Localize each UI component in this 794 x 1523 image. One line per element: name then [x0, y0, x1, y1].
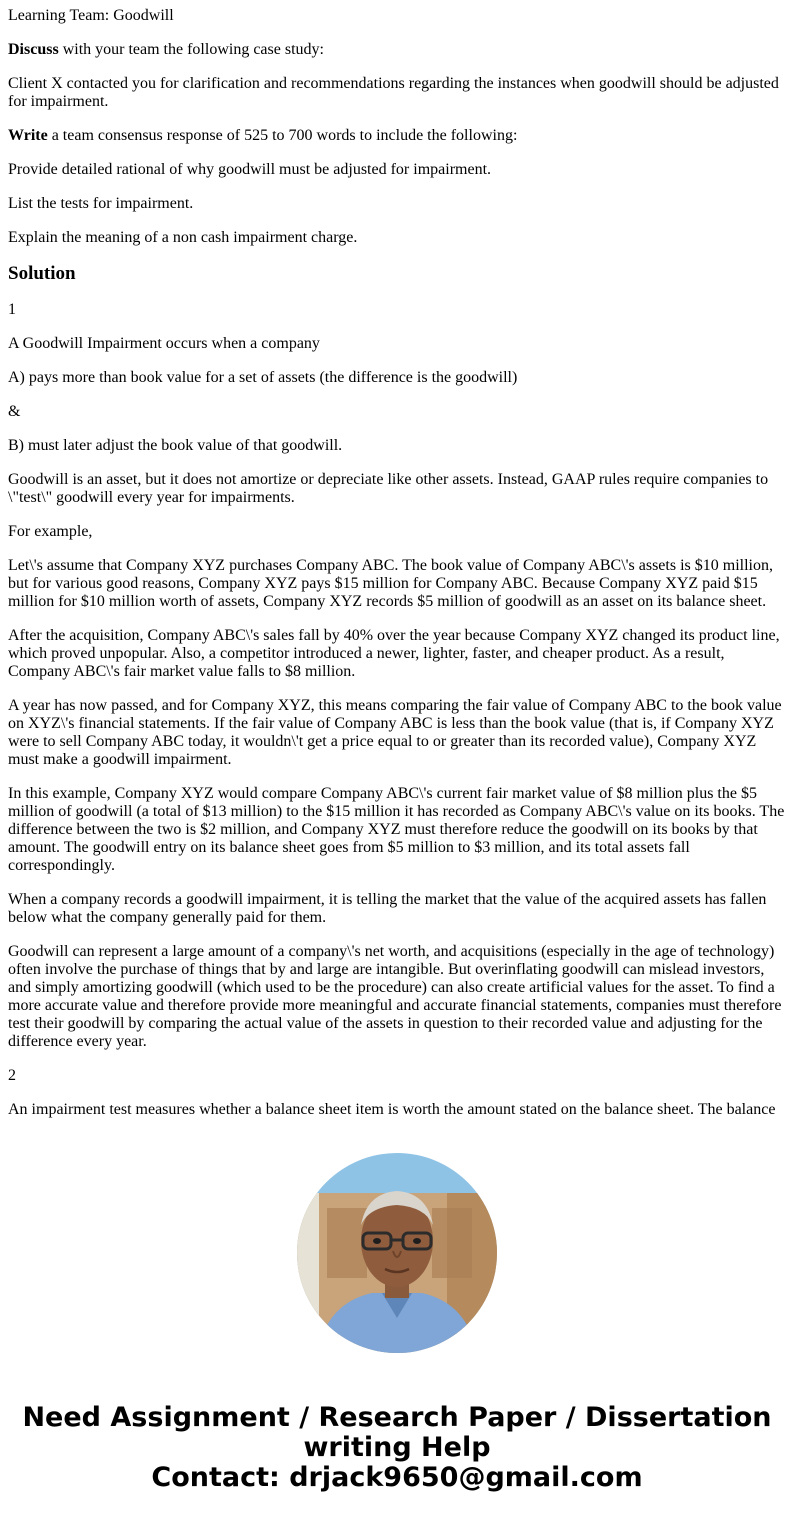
solution-paragraph: For example, [8, 523, 93, 540]
case-paragraph: Client X contacted you for clarification and recommendations regarding the instances when goodwill should be adjusted for impairment. [8, 75, 779, 110]
write-paragraph [8, 127, 786, 145]
solution-paragraph: A Goodwill Impairment occurs when a company [8, 335, 320, 352]
solution-paragraph: A) pays more than book value for a set of assets (the difference is the goodwill) [8, 369, 518, 386]
discuss-label: Discuss [8, 41, 59, 58]
solution-paragraph: & [8, 403, 21, 420]
solution-paragraph: B) must later adjust the book value of that goodwill. [8, 437, 343, 454]
discuss-paragraph [8, 41, 786, 59]
solution-heading: Solution [8, 263, 76, 284]
solution-paragraph: After the acquisition, Company ABC\'s sales fall by 40% over the year because Company XYZ changed its product line, which proved unpopular. Also, a competitor introduced a newer, lighter, faster, and cheaper product. As a result, Company ABC\'s fair market value falls to $8 million. [8, 627, 780, 680]
solution-paragraph: 1 [8, 301, 16, 318]
contact-line: Contact: drjack9650@gmail.com [151, 1462, 643, 1493]
requirement-item: List the tests for impairment. [8, 195, 194, 212]
solution-paragraph: When a company records a goodwill impairment, it is telling the market that the value of the acquired assets has fallen below what the company generally paid for them. [8, 891, 767, 926]
solution-paragraph: An impairment test measures whether a balance sheet item is worth the amount stated on the balance sheet. The balance [8, 1101, 776, 1118]
requirement-item: Explain the meaning of a non cash impairment charge. [8, 229, 358, 246]
promo-line: Need Assignment / Research Paper / Dissertation [22, 1402, 772, 1433]
write-label: Write [8, 127, 48, 144]
solution-paragraph: In this example, Company XYZ would compare Company ABC\'s current fair market value of $8 million plus the $5 million of goodwill (a total of $13 million) to the $15 million it has recorded as Company ABC\'s value on its books. The difference between the two is $2 million, and Company XYZ must therefore reduce the goodwill on its books by that amount. The goodwill entry on its balance sheet goes from $5 million to $3 million, and its total assets fall correspondingly. [8, 785, 785, 874]
discuss-text: with your team the following case study: [58, 41, 324, 58]
write-text: a team consensus response of 525 to 700 words to include the following: [47, 127, 518, 144]
promo-footer [0, 1403, 794, 1493]
author-photo [297, 1153, 497, 1353]
requirement-item: Provide detailed rational of why goodwill must be adjusted for impairment. [8, 161, 492, 178]
page-title: Learning Team: Goodwill [8, 7, 174, 24]
solution-paragraph: Goodwill can represent a large amount of a company\'s net worth, and acquisitions (especially in the age of technology) often involve the purchase of things that by and large are intangible. But overinflating goodwill can mislead investors, and simply amortizing goodwill (which used to be the procedure) can also create artificial values for the asset. To find a more accurate value and therefore provide more meaningful and accurate financial statements, companies must therefore test their goodwill by comparing the actual value of the assets in question to their recorded value and adjusting for the difference every year. [8, 943, 782, 1050]
promo-line: writing Help [303, 1432, 491, 1463]
solution-paragraph: Let\'s assume that Company XYZ purchases Company ABC. The book value of Company ABC\'s assets is $10 million, but for various good reasons, Company XYZ pays $15 million for Company ABC. Because Company XYZ paid $15 million for $10 million worth of assets, Company XYZ records $5 million of goodwill as an asset on its balance sheet. [8, 557, 773, 610]
solution-paragraph: 2 [8, 1067, 16, 1084]
solution-paragraph: A year has now passed, and for Company XYZ, this means comparing the fair value of Company ABC to the book value on XYZ\'s financial statements. If the fair value of Company ABC is less than the book value (that is, if Company XYZ were to sell Company ABC today, it wouldn\'t get a price equal to or greater than its recorded value), Company XYZ must make a goodwill impairment. [8, 697, 782, 768]
document-body [8, 7, 786, 1124]
solution-paragraph: Goodwill is an asset, but it does not amortize or depreciate like other assets. Instead, GAAP rules require companies to \"test\" goodwill every year for impairments. [8, 471, 769, 506]
